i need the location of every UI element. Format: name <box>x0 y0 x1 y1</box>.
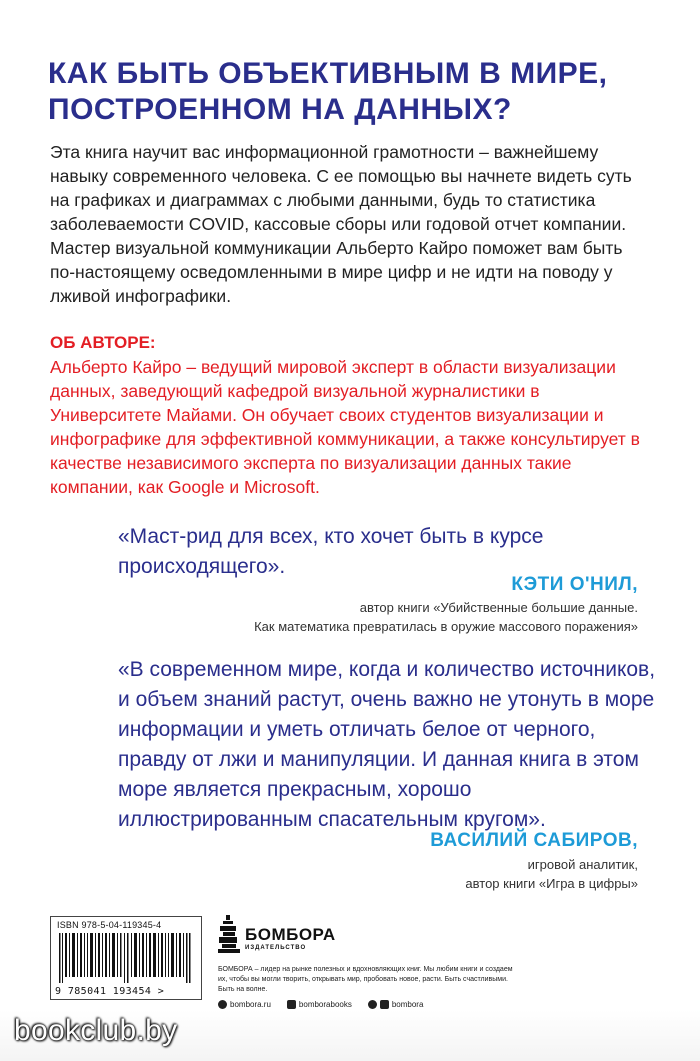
vk-icon <box>287 1000 296 1009</box>
publisher-description: БОМБОРА – лидер на рынке полезных и вдохновляющих книг. Мы любим книги и создаем их, чтобы вы могли творить, открывать мир, пробовать новое, расти. Быть счастливыми. Быть на волне. <box>218 966 513 993</box>
intro-paragraph: Эта книга научит вас информационной грамотности – важнейшему навыку современного человека. С ее помощью вы начнете видеть суть на графиках и диаграммах с любыми данными, будь то статистика заболеваемости COVID, кассовые сборы или годовой отчет компании. Мастер визуальной коммуникации Альберто Кайро поможет вам быть по-настоящему осведомленными в мире цифр и не идти на поводу у лживой инфографики. <box>50 142 632 306</box>
quote-2-text: «В современном мире, когда и количество источников, и объем знаний растут, очень важно не утонуть в море информации и уметь отличать белое от черного, правду от лжи и манипуляции. И данная книга в этом море является прекрасным, хорошо иллюстрированным спасательным кругом». <box>118 658 656 831</box>
bombora-logo-icon <box>218 915 240 953</box>
barcode-bars <box>59 933 193 983</box>
telegram-icon <box>368 1000 377 1009</box>
instagram-icon <box>380 1000 389 1009</box>
quote-2-desc-line-2: автор книги «Игра в цифры» <box>465 876 638 891</box>
quote-1-desc-line-1: автор книги «Убийственные большие данные. <box>359 600 638 615</box>
quote-1-author-desc <box>218 598 638 636</box>
isbn-number: ISBN 978-5-04-119345-4 <box>57 920 162 930</box>
quote-2-author: ВАСИЛИЙ САБИРОВ, <box>430 830 638 851</box>
social-media[interactable] <box>368 1000 424 1009</box>
headline-line-2: ПОСТРОЕННОМ НА ДАННЫХ? <box>48 93 512 126</box>
social-vk-label: bomborabooks <box>298 1000 352 1009</box>
globe-icon <box>218 1000 227 1009</box>
publisher-name: БОМБОРА <box>245 925 336 944</box>
watermark: bookclub.by <box>14 1014 178 1047</box>
about-author-text: Альберто Кайро – ведущий мировой эксперт в области визуализации данных, заведующий кафедрой визуальной журналистики в Университете Майами. Он обучает своих студентов визуализации и инфографике для эффективной коммуникации, а также консультирует в качестве независимого эксперта по визуализации данных такие компании, как Google и Microsoft. <box>50 357 640 497</box>
social-media-label: bombora <box>391 1000 424 1009</box>
quote-1-author: КЭТИ О'НИЛ, <box>511 574 638 595</box>
barcode-digits: 9 785041 193454 > <box>55 986 165 997</box>
quote-2-author-desc <box>218 855 638 893</box>
publisher-socials <box>218 1000 538 1009</box>
social-vk[interactable] <box>287 1000 352 1009</box>
publisher-subtitle: ИЗДАТЕЛЬСТВО <box>245 945 307 951</box>
about-author-heading: ОБ АВТОРЕ: <box>50 333 156 352</box>
quote-1-desc-line-2: Как математика превратилась в оружие массового поражения» <box>254 619 638 634</box>
social-site-label: bombora.ru <box>230 1000 271 1009</box>
headline <box>48 56 668 128</box>
isbn-barcode <box>50 916 202 1000</box>
headline-line-1: КАК БЫТЬ ОБЪЕКТИВНЫМ В МИРЕ, <box>48 57 608 90</box>
quote-2-desc-line-1: игровой аналитик, <box>527 857 638 872</box>
quote-1-text: «Маст-рид для всех, кто хочет быть в курсе происходящего». <box>118 525 544 578</box>
social-site[interactable] <box>218 1000 271 1009</box>
